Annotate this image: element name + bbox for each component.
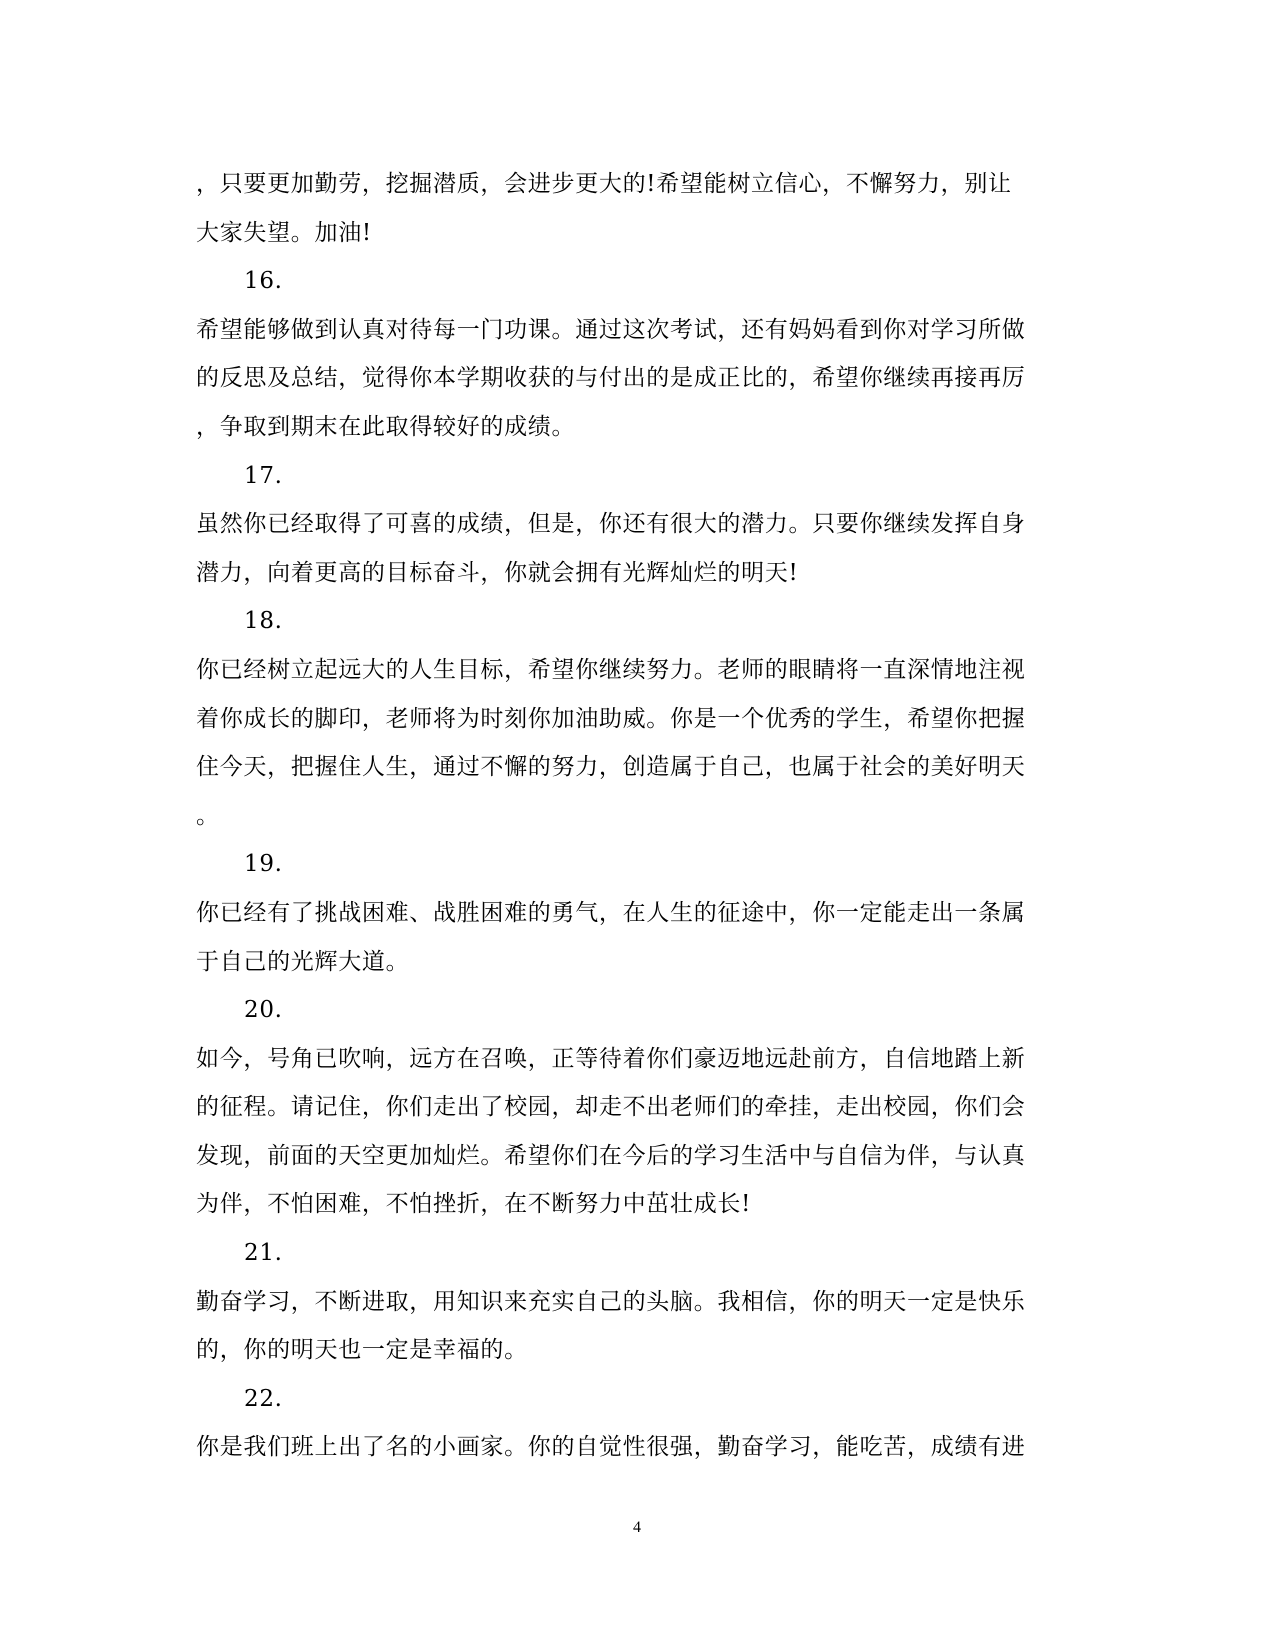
item-number: 18. <box>244 608 283 635</box>
item-number: 16. <box>244 268 283 295</box>
text-line: 你已经树立起远大的人生目标，希望你继续努力。老师的眼睛将一直深情地注视 <box>196 656 1026 683</box>
text-line: 住今天，把握住人生，通过不懈的努力，创造属于自己，也属于社会的美好明天 <box>196 754 1026 781</box>
text-line: 大家失望。加油! <box>196 219 372 246</box>
text-line: 着你成长的脚印，老师将为时刻你加油助威。你是一个优秀的学生，希望你把握 <box>196 705 1026 732</box>
text-line: 潜力，向着更高的目标奋斗，你就会拥有光辉灿烂的明天! <box>196 559 799 586</box>
text-line: 于自己的光辉大道。 <box>196 948 410 975</box>
text-line: 的反思及总结，觉得你本学期收获的与付出的是成正比的，希望你继续再接再厉 <box>196 365 1026 392</box>
item-number: 17. <box>244 462 283 489</box>
text-line: 如今，号角已吹响，远方在召唤，正等待着你们豪迈地远赴前方，自信地踏上新 <box>196 1045 1026 1072</box>
text-line: 勤奋学习，不断进取，用知识来充实自己的头脑。我相信，你的明天一定是快乐 <box>196 1288 1026 1315</box>
text-line: 。 <box>196 802 220 829</box>
item-number: 19. <box>244 851 283 878</box>
text-line: 你已经有了挑战困难、战胜困难的勇气，在人生的征途中，你一定能走出一条属 <box>196 899 1026 926</box>
text-line: 为伴，不怕困难，不怕挫折，在不断努力中茁壮成长! <box>196 1191 752 1218</box>
item-number: 22. <box>244 1385 283 1412</box>
item-number: 20. <box>244 997 283 1024</box>
text-line: ，争取到期末在此取得较好的成绩。 <box>196 413 576 440</box>
item-number: 21. <box>244 1240 283 1267</box>
text-line: 虽然你已经取得了可喜的成绩，但是，你还有很大的潜力。只要你继续发挥自身 <box>196 511 1026 538</box>
page-number: 4 <box>633 1519 641 1536</box>
text-line: 的征程。请记住，你们走出了校园，却走不出老师们的牵挂，走出校园，你们会 <box>196 1094 1026 1121</box>
document-body <box>196 160 1076 1472</box>
text-line: 希望能够做到认真对待每一门功课。通过这次考试，还有妈妈看到你对学习所做 <box>196 316 1026 343</box>
text-line: 你是我们班上出了名的小画家。你的自觉性很强，勤奋学习，能吃苦，成绩有进 <box>196 1434 1026 1461</box>
text-line: 发现，前面的天空更加灿烂。希望你们在今后的学习生活中与自信为伴，与认真 <box>196 1142 1026 1169</box>
text-line: ，只要更加勤劳，挖掘潜质，会进步更大的!希望能树立信心，不懈努力，别让 <box>196 171 1012 197</box>
text-line: 的，你的明天也一定是幸福的。 <box>196 1337 528 1364</box>
